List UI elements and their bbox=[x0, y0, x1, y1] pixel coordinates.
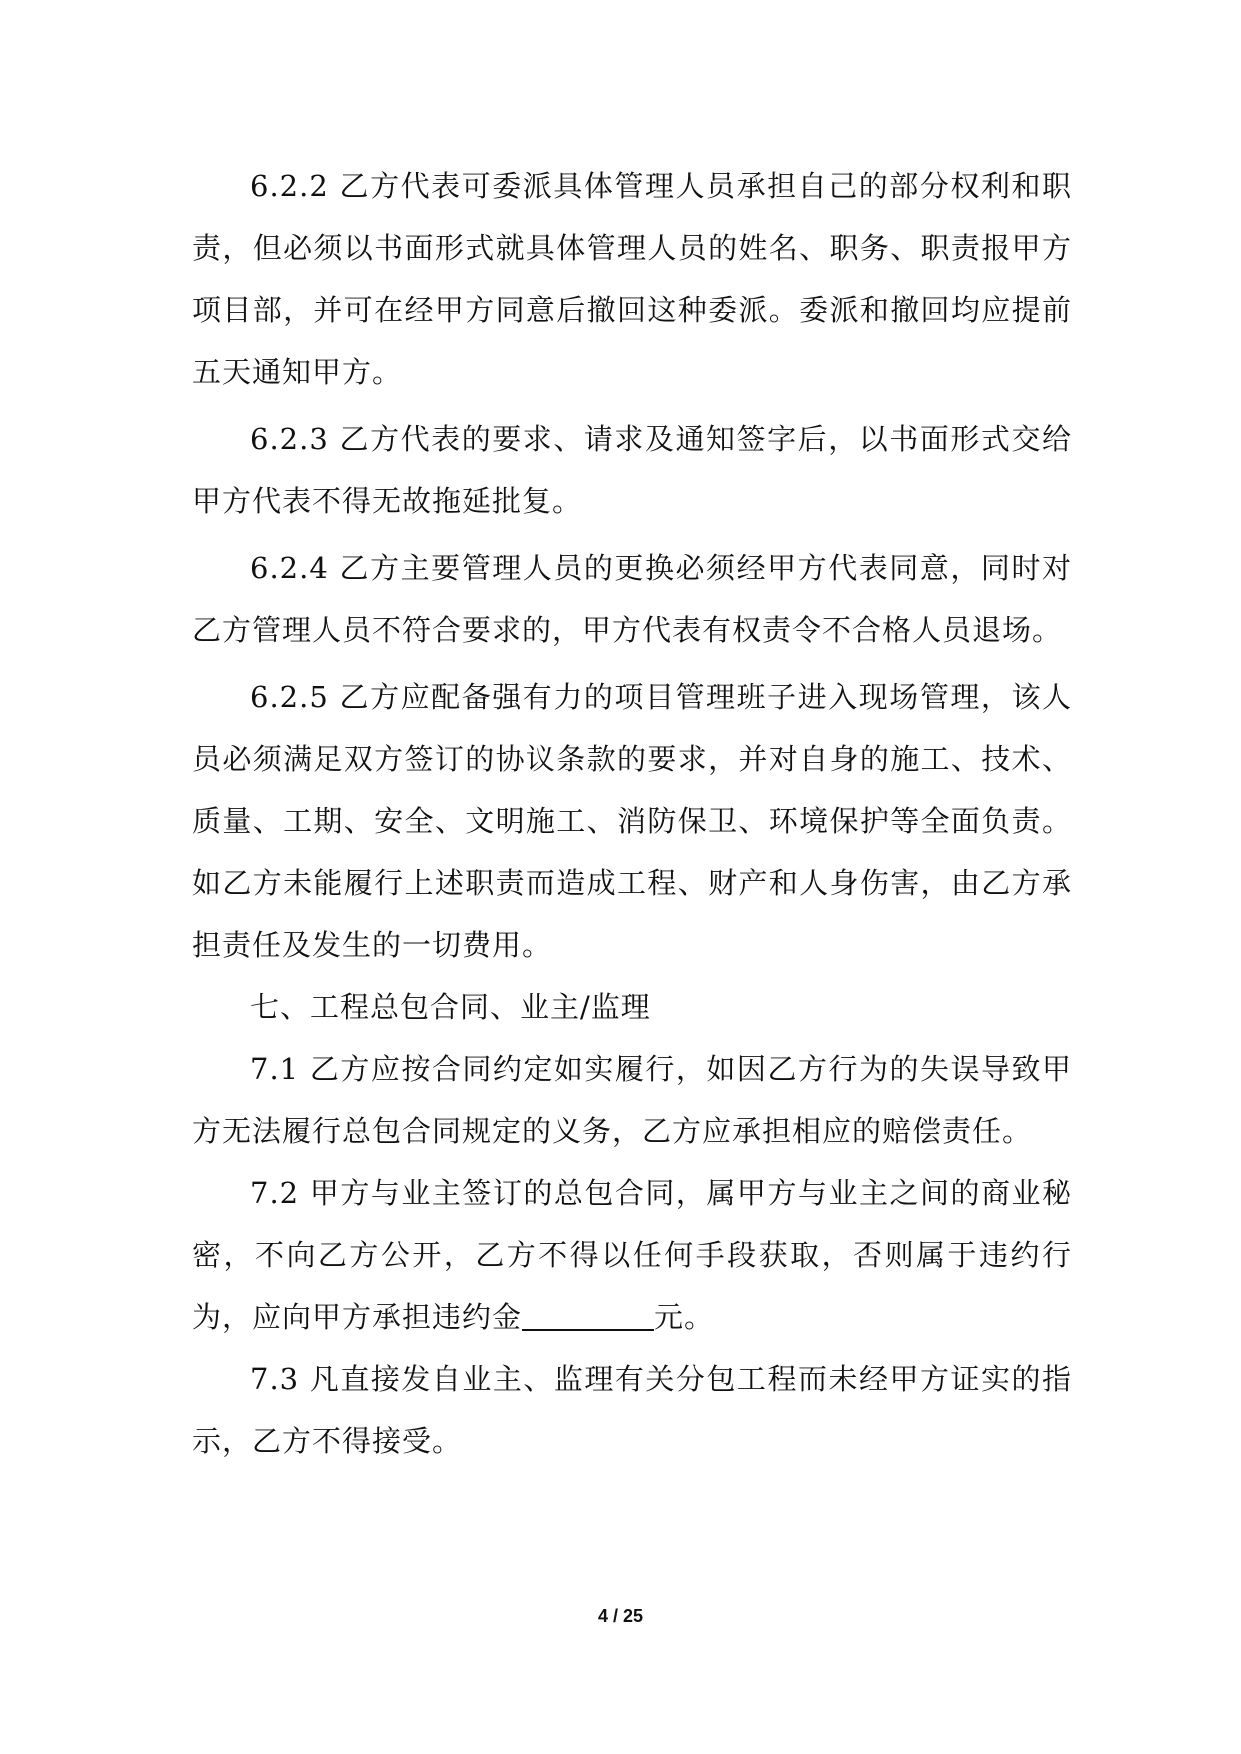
paragraph-7-3: 7.3 凡直接发自业主、监理有关分包工程而未经甲方证实的指示，乙方不得接受。 bbox=[192, 1362, 1072, 1458]
paragraph-6-2-2: 6.2.2 乙方代表可委派具体管理人员承担自己的部分权利和职责，但必须以书面形式就具体管理人员的姓名、职务、职责报甲方项目部，并可在经甲方同意后撤回这种委派。委派和撤回均应提前五天通知甲方。 bbox=[192, 169, 1072, 389]
body-text bbox=[192, 155, 1072, 1472]
penalty-amount-blank bbox=[522, 1300, 654, 1331]
paragraph-6-2-3: 6.2.3 乙方代表的要求、请求及通知签字后，以书面形式交给甲方代表不得无故拖延批复。 bbox=[192, 422, 1072, 518]
paragraph-7-2-suffix: 元。 bbox=[654, 1300, 715, 1334]
paragraph-6-2-4: 6.2.4 乙方主要管理人员的更换必须经甲方代表同意，同时对乙方管理人员不符合要求的，甲方代表有权责令不合格人员退场。 bbox=[192, 551, 1072, 647]
paragraph-6-2-5: 6.2.5 乙方应配备强有力的项目管理班子进入现场管理，该人员必须满足双方签订的协议条款的要求，并对自身的施工、技术、质量、工期、安全、文明施工、消防保卫、环境保护等全面负责。如乙方未能履行上述职责而造成工程、财产和人身伤害，由乙方承担责任及发生的一切费用。 bbox=[192, 680, 1072, 962]
paragraph-7-2 bbox=[192, 1162, 1072, 1348]
page-number: 4 / 25 bbox=[597, 1606, 644, 1626]
section-heading-7: 七、工程总包合同、业主/监理 bbox=[250, 990, 651, 1024]
paragraph-7-1: 7.1 乙方应按合同约定如实履行，如因乙方行为的失误导致甲方无法履行总包合同规定的义务，乙方应承担相应的赔偿责任。 bbox=[192, 1052, 1072, 1148]
paragraph-7-2-text: 7.2 甲方与业主签订的总包合同，属甲方与业主之间的商业秘密，不向乙方公开，乙方不得以任何手段获取，否则属于违约行为，应向甲方承担违约金 bbox=[192, 1176, 1072, 1334]
